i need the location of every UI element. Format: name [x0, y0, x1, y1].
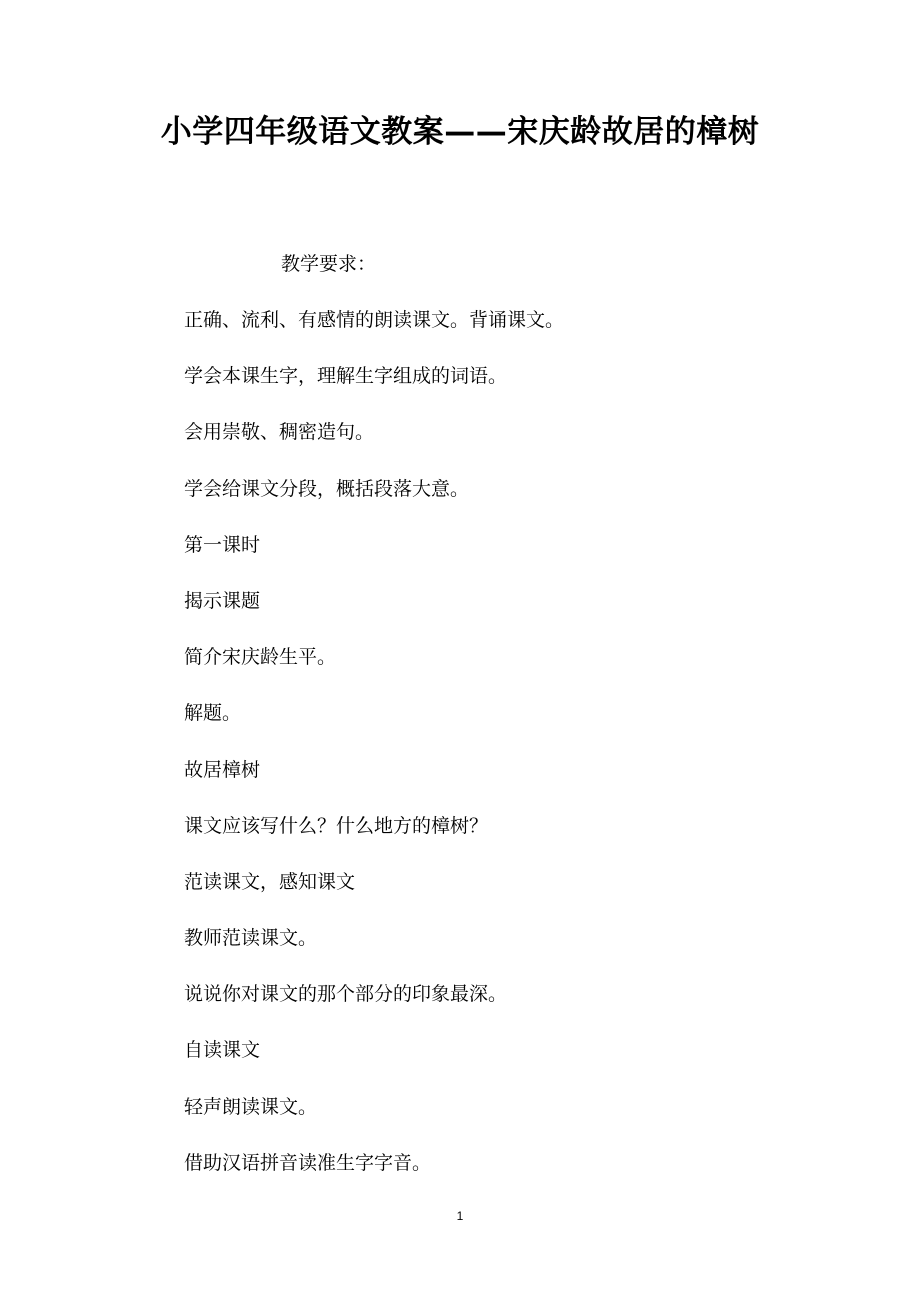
- text-line: 正确、流利、有感情的朗读课文。背诵课文。: [184, 309, 565, 331]
- text-line: 学会本课生字，理解生字组成的词语。: [184, 365, 508, 388]
- text-line: 揭示课题: [184, 589, 261, 612]
- text-line: 说说你对课文的那个部分的印象最深。: [184, 983, 508, 1006]
- text-line: 解题。: [184, 702, 242, 725]
- page-number: 1: [456, 1209, 464, 1223]
- text-line: 学会给课文分段，概括段落大意。: [184, 477, 470, 500]
- document-title: 小学四年级语文教案——宋庆龄故居的樟树: [160, 114, 760, 150]
- text-line: 故居樟树: [184, 758, 261, 781]
- text-line: 借助汉语拼音读准生字字音。: [184, 1151, 432, 1174]
- text-line: 轻声朗读课文。: [184, 1095, 318, 1118]
- text-line: 范读课文，感知课文: [184, 870, 356, 893]
- section-heading-teaching-requirements: 教学要求：: [281, 253, 377, 275]
- text-line: 教师范读课文。: [184, 927, 318, 950]
- text-line: 课文应该写什么？什么地方的樟树？: [184, 814, 489, 837]
- body-text: [184, 306, 564, 1205]
- text-line: 第一课时: [184, 533, 261, 556]
- text-line: 会用崇敬、稠密造句。: [184, 421, 375, 444]
- text-line: 自读课文: [184, 1039, 261, 1062]
- text-line: 简介宋庆龄生平。: [184, 646, 337, 669]
